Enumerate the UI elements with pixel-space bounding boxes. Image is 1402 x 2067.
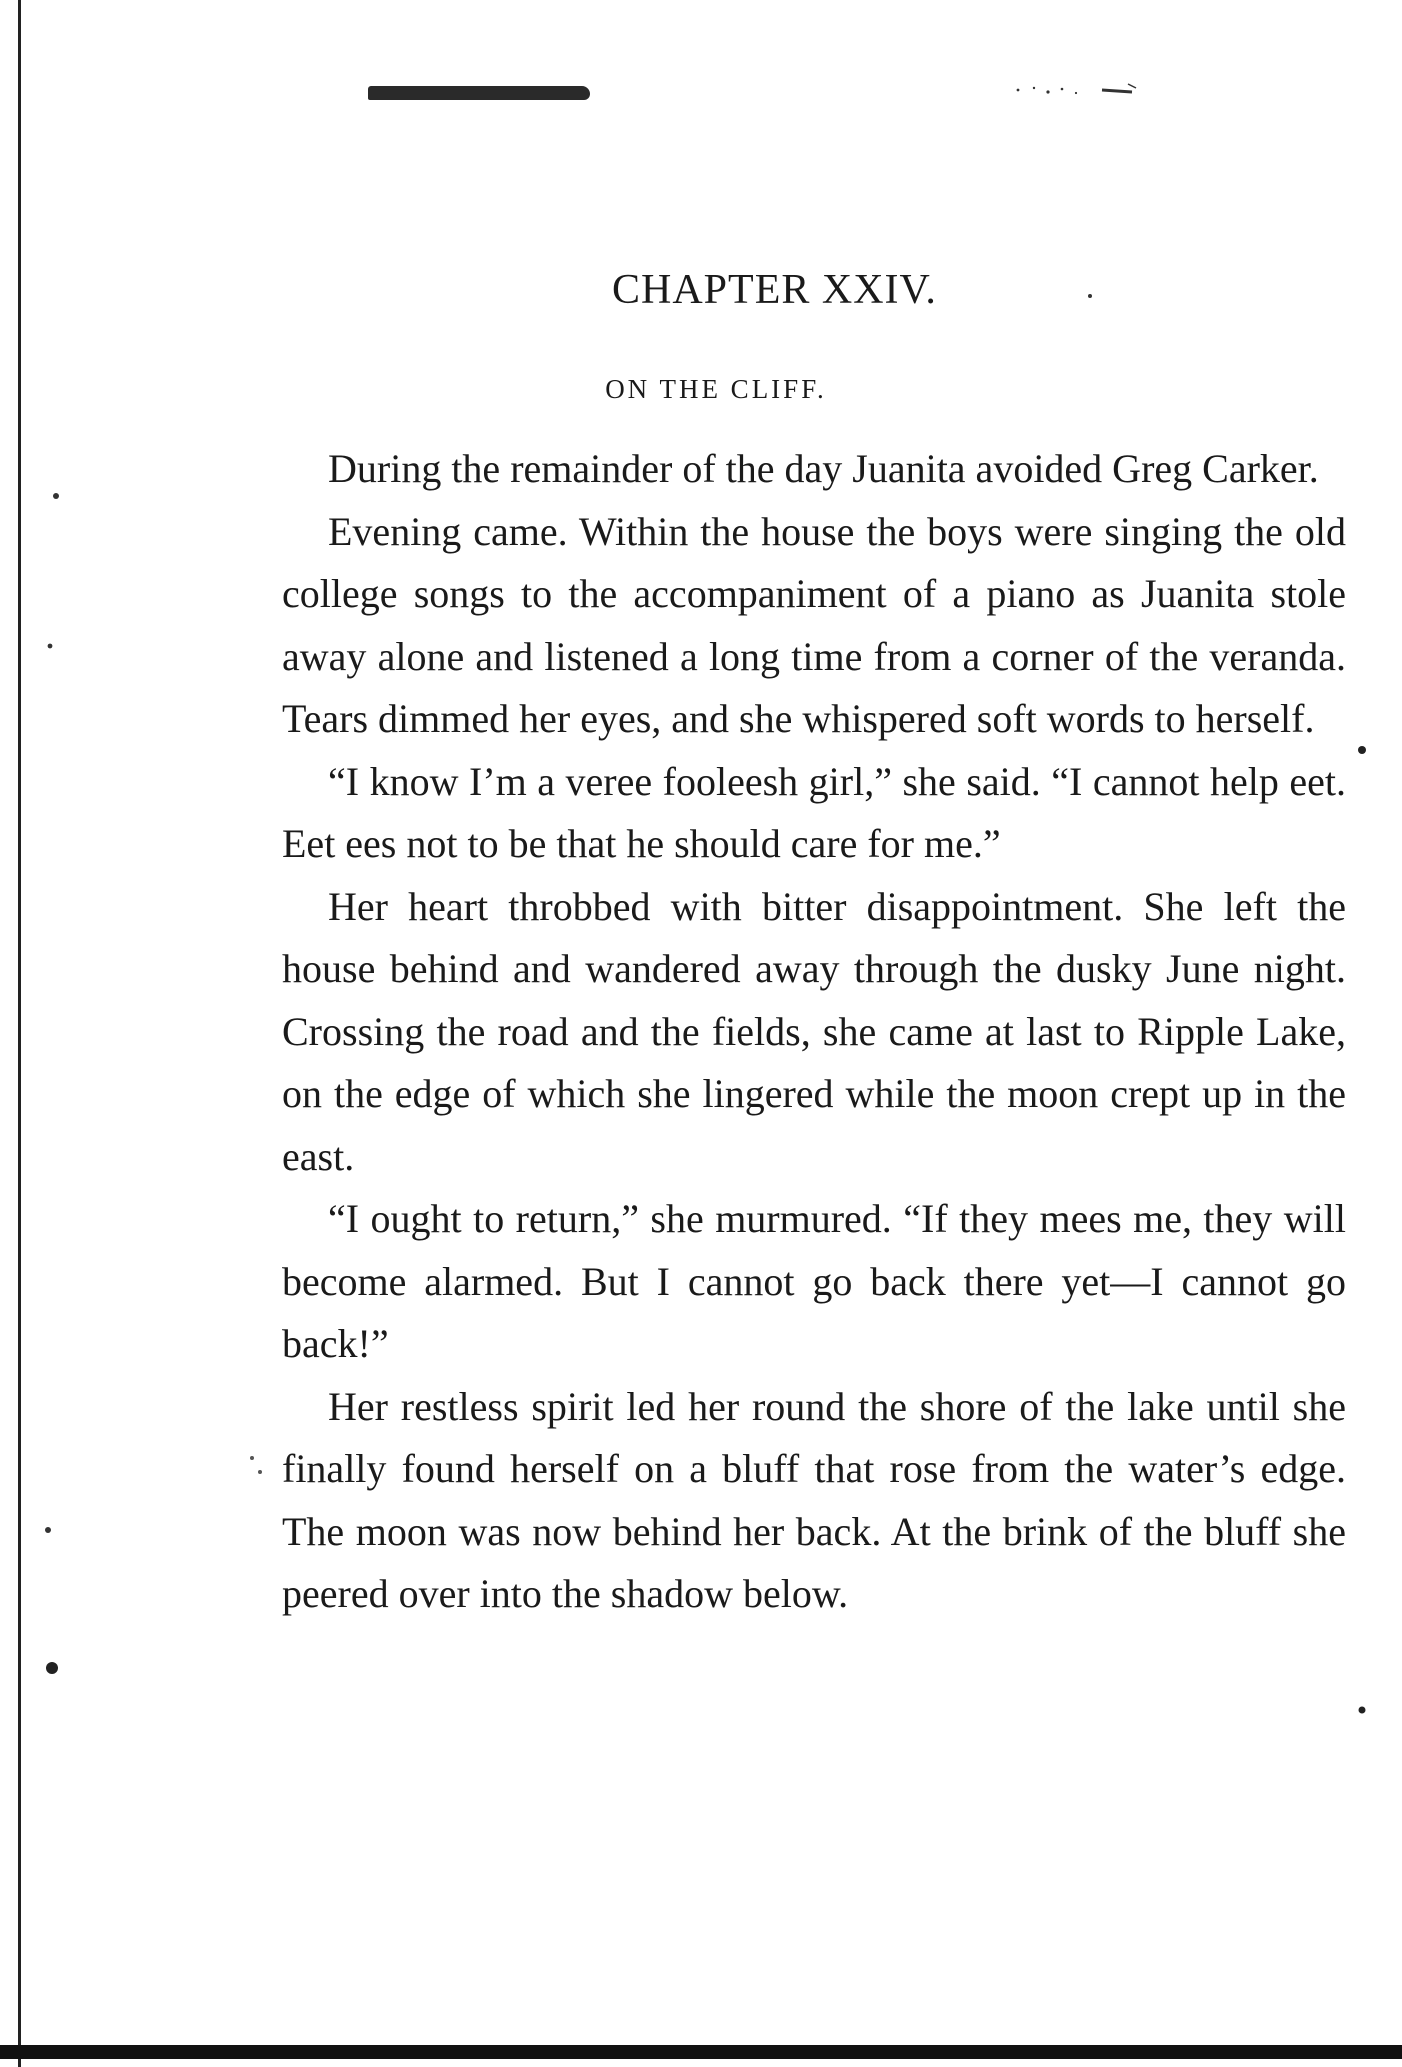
scan-speck-marks <box>1010 78 1210 102</box>
paragraph: Evening came. Within the house the boys were singing the old college songs to the accompaniment of a piano as Juanita stole away alone and listened a long time from a corner of the veranda. Tears dimmed her eyes, and she whispered soft words to herself. <box>282 508 1346 741</box>
paragraph: “I ought to return,” she murmured. “If they mees me, they will become alarmed. But I cannot go back there yet—I cannot go back!” <box>282 1196 1346 1366</box>
paragraph: Her heart throbbed with bitter disappointment. She left the house behind and wandered away through the dusky June night. Crossing the road and the fields, she came at last to Ripple Lake, on the edge of which she lingered while the moon crept up in the east. <box>282 883 1346 1179</box>
chapter-title: CHAPTER XXIV. <box>612 267 937 313</box>
chapter-header <box>0 266 1402 326</box>
scan-bottom-edge-rule <box>0 2045 1402 2059</box>
paragraph: “I know I’m a veree fooleesh girl,” she said. “I cannot help eet. Eet ees not to be that he should care for me.” <box>282 758 1346 866</box>
paragraph: During the remainder of the day Juanita avoided Greg Carker. <box>328 446 1319 491</box>
chapter-body <box>282 438 1346 1626</box>
section-title: ON THE CLIFF. <box>605 374 827 404</box>
paragraph: Her restless spirit led her round the shore of the lake until she finally found herself on a bluff that rose from the water’s edge. The moon was now behind her back. At the brink of the bluff she peered over into the shadow below. <box>282 1383 1346 1616</box>
ink-smudge-mark <box>368 86 590 100</box>
